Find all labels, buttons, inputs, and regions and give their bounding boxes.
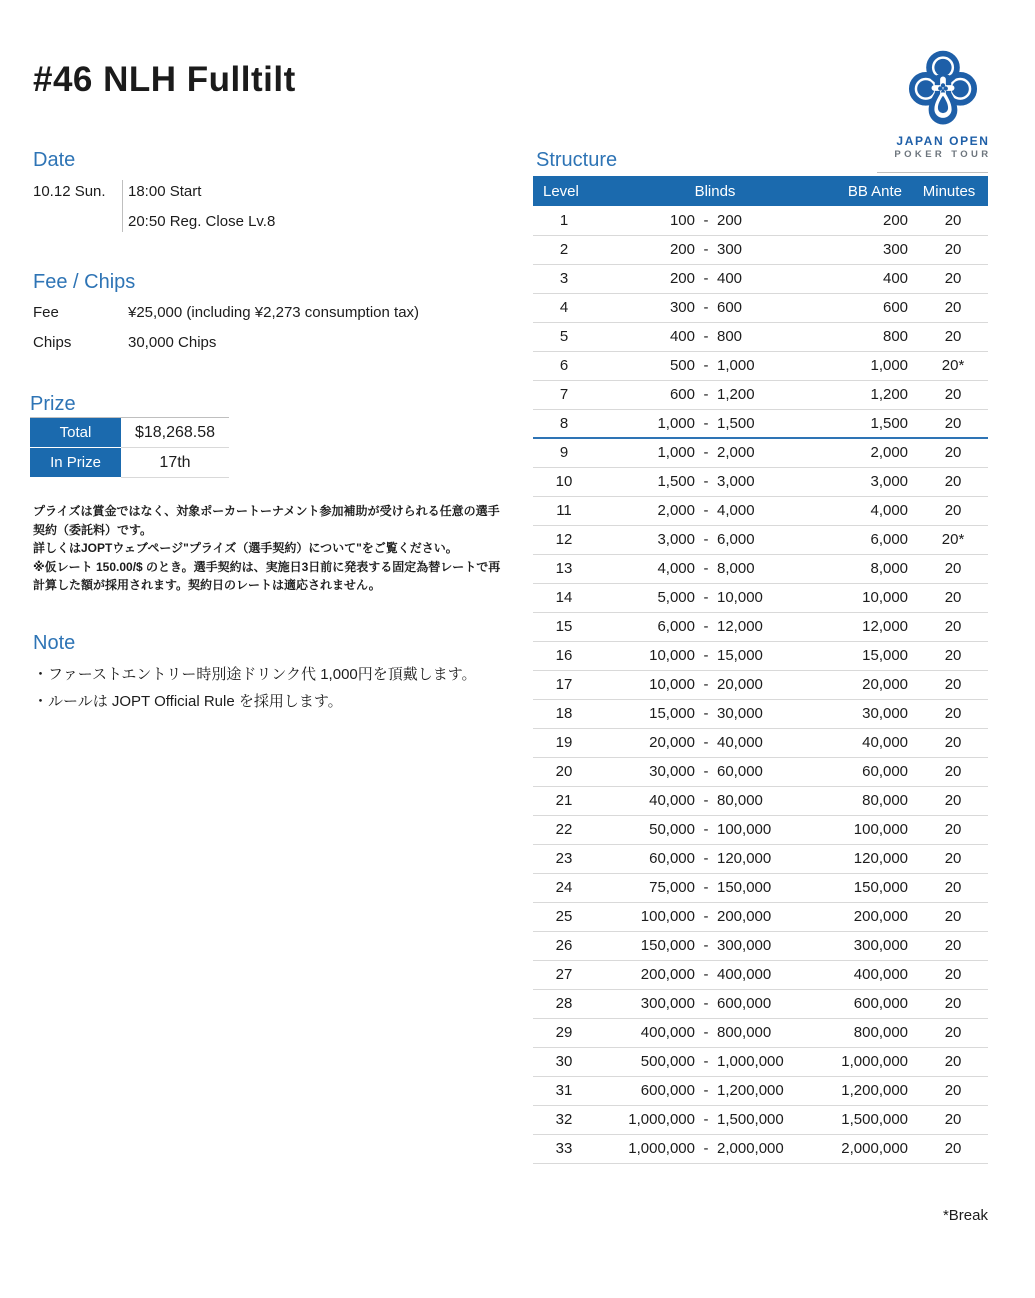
blinds-separator: - (695, 235, 717, 264)
column-header-minutes: Minutes (910, 176, 988, 206)
big-blind-cell: 4,000 (717, 496, 835, 525)
level-cell: 5 (533, 322, 595, 351)
blinds-separator: - (695, 641, 717, 670)
prize-total-row (30, 418, 229, 448)
small-blind-cell: 30,000 (595, 757, 695, 786)
blinds-separator: - (695, 264, 717, 293)
big-blind-cell: 15,000 (717, 641, 835, 670)
minutes-cell: 20 (910, 873, 988, 902)
minutes-cell: 20 (910, 467, 988, 496)
level-cell: 25 (533, 902, 595, 931)
level-cell: 28 (533, 989, 595, 1018)
bb-ante-cell: 2,000,000 (835, 1134, 910, 1163)
note-list (33, 661, 477, 715)
structure-table (533, 176, 988, 1164)
structure-level-row (533, 699, 988, 728)
structure-heading: Structure (536, 149, 618, 171)
small-blind-cell: 50,000 (595, 815, 695, 844)
big-blind-cell: 1,000 (717, 351, 835, 380)
blinds-separator: - (695, 1047, 717, 1076)
structure-level-row (533, 1134, 988, 1163)
structure-level-row (533, 757, 988, 786)
small-blind-cell: 200 (595, 264, 695, 293)
minutes-cell: 20 (910, 960, 988, 989)
small-blind-cell: 400,000 (595, 1018, 695, 1047)
structure-level-row (533, 931, 988, 960)
minutes-cell: 20 (910, 786, 988, 815)
blinds-separator: - (695, 670, 717, 699)
small-blind-cell: 2,000 (595, 496, 695, 525)
bb-ante-cell: 2,000 (835, 438, 910, 467)
blinds-separator: - (695, 467, 717, 496)
minutes-cell: 20 (910, 670, 988, 699)
big-blind-cell: 200 (717, 206, 835, 235)
structure-level-row (533, 235, 988, 264)
small-blind-cell: 500,000 (595, 1047, 695, 1076)
small-blind-cell: 1,500 (595, 467, 695, 496)
brand-japan-open: JAPAN OPEN (896, 134, 990, 148)
blinds-separator: - (695, 1018, 717, 1047)
bb-ante-cell: 10,000 (835, 583, 910, 612)
minutes-cell: 20 (910, 1134, 988, 1163)
prize-table (30, 417, 229, 478)
date-regclose-time: 20:50 Reg. Close Lv.8 (128, 213, 276, 230)
structure-level-row (533, 409, 988, 438)
blinds-separator: - (695, 1076, 717, 1105)
bb-ante-cell: 6,000 (835, 525, 910, 554)
level-cell: 7 (533, 380, 595, 409)
level-cell: 12 (533, 525, 595, 554)
bb-ante-cell: 200 (835, 206, 910, 235)
structure-level-row (533, 728, 988, 757)
structure-level-row (533, 525, 988, 554)
level-cell: 2 (533, 235, 595, 264)
structure-level-row (533, 351, 988, 380)
big-blind-cell: 800 (717, 322, 835, 351)
small-blind-cell: 1,000 (595, 438, 695, 467)
level-cell: 22 (533, 815, 595, 844)
minutes-cell: 20 (910, 409, 988, 438)
bb-ante-cell: 800 (835, 322, 910, 351)
blinds-separator: - (695, 960, 717, 989)
bb-ante-cell: 600 (835, 293, 910, 322)
bb-ante-cell: 1,200,000 (835, 1076, 910, 1105)
note-heading: Note (33, 632, 76, 654)
bb-ante-cell: 1,000 (835, 351, 910, 380)
note-item: ・ファーストエントリー時別途ドリンク代 1,000円を頂戴します。 (33, 666, 477, 683)
minutes-cell: 20 (910, 554, 988, 583)
structure-level-row (533, 1018, 988, 1047)
level-cell: 19 (533, 728, 595, 757)
level-cell: 26 (533, 931, 595, 960)
small-blind-cell: 4,000 (595, 554, 695, 583)
minutes-cell: 20 (910, 699, 988, 728)
blinds-separator: - (695, 1134, 717, 1163)
blinds-separator: - (695, 699, 717, 728)
structure-table-body (533, 206, 988, 1163)
prize-disclaimer (33, 502, 505, 595)
level-cell: 8 (533, 409, 595, 438)
bb-ante-cell: 60,000 (835, 757, 910, 786)
blinds-separator: - (695, 786, 717, 815)
column-header-blinds: Blinds (595, 176, 835, 206)
big-blind-cell: 20,000 (717, 670, 835, 699)
structure-level-row (533, 1047, 988, 1076)
prize-inprize-row (30, 448, 229, 478)
structure-level-row (533, 960, 988, 989)
level-cell: 23 (533, 844, 595, 873)
chips-value: 30,000 Chips (128, 334, 217, 351)
small-blind-cell: 3,000 (595, 525, 695, 554)
bb-ante-cell: 120,000 (835, 844, 910, 873)
blinds-separator: - (695, 815, 717, 844)
big-blind-cell: 10,000 (717, 583, 835, 612)
bb-ante-cell: 12,000 (835, 612, 910, 641)
level-cell: 29 (533, 1018, 595, 1047)
level-cell: 6 (533, 351, 595, 380)
level-cell: 1 (533, 206, 595, 235)
big-blind-cell: 2,000,000 (717, 1134, 835, 1163)
big-blind-cell: 800,000 (717, 1018, 835, 1047)
minutes-cell: 20 (910, 235, 988, 264)
minutes-cell: 20 (910, 1018, 988, 1047)
big-blind-cell: 80,000 (717, 786, 835, 815)
small-blind-cell: 75,000 (595, 873, 695, 902)
bb-ante-cell: 80,000 (835, 786, 910, 815)
blinds-separator: - (695, 1105, 717, 1134)
structure-level-row (533, 612, 988, 641)
big-blind-cell: 60,000 (717, 757, 835, 786)
big-blind-cell: 150,000 (717, 873, 835, 902)
note-item: ・ルールは JOPT Official Rule を採用します。 (33, 693, 343, 710)
small-blind-cell: 200,000 (595, 960, 695, 989)
big-blind-cell: 400 (717, 264, 835, 293)
minutes-cell: 20 (910, 815, 988, 844)
structure-level-row (533, 583, 988, 612)
structure-level-row (533, 467, 988, 496)
structure-level-row (533, 786, 988, 815)
date-divider (122, 180, 123, 232)
level-cell: 21 (533, 786, 595, 815)
blinds-separator: - (695, 409, 717, 438)
level-cell: 13 (533, 554, 595, 583)
fee-value: ¥25,000 (including ¥2,273 consumption tax) (128, 304, 420, 321)
big-blind-cell: 30,000 (717, 699, 835, 728)
bb-ante-cell: 3,000 (835, 467, 910, 496)
small-blind-cell: 10,000 (595, 670, 695, 699)
big-blind-cell: 300,000 (717, 931, 835, 960)
big-blind-cell: 600,000 (717, 989, 835, 1018)
minutes-cell: 20 (910, 757, 988, 786)
small-blind-cell: 10,000 (595, 641, 695, 670)
small-blind-cell: 15,000 (595, 699, 695, 728)
minutes-cell: 20 (910, 496, 988, 525)
structure-level-row (533, 873, 988, 902)
prize-total-label: Total (30, 418, 121, 448)
minutes-cell: 20 (910, 583, 988, 612)
big-blind-cell: 1,200 (717, 380, 835, 409)
bb-ante-cell: 1,500 (835, 409, 910, 438)
level-cell: 24 (533, 873, 595, 902)
small-blind-cell: 300,000 (595, 989, 695, 1018)
level-cell: 10 (533, 467, 595, 496)
blinds-separator: - (695, 728, 717, 757)
level-cell: 4 (533, 293, 595, 322)
small-blind-cell: 6,000 (595, 612, 695, 641)
blinds-separator: - (695, 554, 717, 583)
level-cell: 32 (533, 1105, 595, 1134)
minutes-cell: 20 (910, 844, 988, 873)
level-cell: 11 (533, 496, 595, 525)
big-blind-cell: 1,500 (717, 409, 835, 438)
big-blind-cell: 300 (717, 235, 835, 264)
blinds-separator: - (695, 351, 717, 380)
fee-chips-heading: Fee / Chips (33, 271, 136, 293)
small-blind-cell: 1,000 (595, 409, 695, 438)
structure-level-row (533, 844, 988, 873)
bb-ante-cell: 100,000 (835, 815, 910, 844)
bb-ante-cell: 4,000 (835, 496, 910, 525)
minutes-cell: 20 (910, 322, 988, 351)
small-blind-cell: 5,000 (595, 583, 695, 612)
small-blind-cell: 1,000,000 (595, 1134, 695, 1163)
minutes-cell: 20 (910, 293, 988, 322)
minutes-cell: 20 (910, 1047, 988, 1076)
small-blind-cell: 300 (595, 293, 695, 322)
prize-total-value: $18,268.58 (134, 423, 216, 441)
structure-level-row (533, 670, 988, 699)
structure-level-row (533, 815, 988, 844)
big-blind-cell: 1,000,000 (717, 1047, 835, 1076)
minutes-cell: 20 (910, 1076, 988, 1105)
structure-level-row (533, 554, 988, 583)
minutes-cell: 20 (910, 989, 988, 1018)
big-blind-cell: 120,000 (717, 844, 835, 873)
blinds-separator: - (695, 844, 717, 873)
minutes-cell: 20 (910, 438, 988, 467)
big-blind-cell: 1,200,000 (717, 1076, 835, 1105)
minutes-cell: 20* (910, 351, 988, 380)
bb-ante-cell: 300 (835, 235, 910, 264)
small-blind-cell: 600 (595, 380, 695, 409)
bb-ante-cell: 30,000 (835, 699, 910, 728)
minutes-cell: 20 (910, 902, 988, 931)
big-blind-cell: 6,000 (717, 525, 835, 554)
prize-inprize-label: In Prize (30, 448, 121, 478)
small-blind-cell: 150,000 (595, 931, 695, 960)
structure-level-row (533, 1105, 988, 1134)
big-blind-cell: 200,000 (717, 902, 835, 931)
bb-ante-cell: 1,500,000 (835, 1105, 910, 1134)
blinds-separator: - (695, 989, 717, 1018)
structure-level-row (533, 322, 988, 351)
big-blind-cell: 400,000 (717, 960, 835, 989)
small-blind-cell: 1,000,000 (595, 1105, 695, 1134)
structure-level-row (533, 902, 988, 931)
big-blind-cell: 100,000 (717, 815, 835, 844)
blinds-separator: - (695, 873, 717, 902)
small-blind-cell: 200 (595, 235, 695, 264)
level-cell: 30 (533, 1047, 595, 1076)
structure-level-row (533, 1076, 988, 1105)
blinds-separator: - (695, 206, 717, 235)
structure-level-row (533, 264, 988, 293)
bb-ante-cell: 1,000,000 (835, 1047, 910, 1076)
blinds-separator: - (695, 931, 717, 960)
prize-disclaimer-line: プライズは賞金ではなく、対象ポーカートーナメント参加補助が受けられる任意の選手契約（委託料）です。 (33, 504, 500, 537)
date-day: 10.12 Sun. (33, 183, 106, 200)
bb-ante-cell: 8,000 (835, 554, 910, 583)
structure-level-row (533, 206, 988, 235)
small-blind-cell: 500 (595, 351, 695, 380)
column-header-level: Level (533, 176, 595, 206)
small-blind-cell: 100,000 (595, 902, 695, 931)
bb-ante-cell: 600,000 (835, 989, 910, 1018)
bb-ante-cell: 150,000 (835, 873, 910, 902)
small-blind-cell: 20,000 (595, 728, 695, 757)
level-cell: 33 (533, 1134, 595, 1163)
bb-ante-cell: 200,000 (835, 902, 910, 931)
blinds-separator: - (695, 438, 717, 467)
minutes-cell: 20 (910, 206, 988, 235)
big-blind-cell: 8,000 (717, 554, 835, 583)
bb-ante-cell: 15,000 (835, 641, 910, 670)
minutes-cell: 20 (910, 728, 988, 757)
chips-label: Chips (33, 334, 72, 351)
blinds-separator: - (695, 902, 717, 931)
club-icon (891, 45, 995, 131)
minutes-cell: 20 (910, 380, 988, 409)
level-cell: 15 (533, 612, 595, 641)
small-blind-cell: 100 (595, 206, 695, 235)
big-blind-cell: 2,000 (717, 438, 835, 467)
blinds-separator: - (695, 322, 717, 351)
bb-ante-cell: 40,000 (835, 728, 910, 757)
blinds-separator: - (695, 496, 717, 525)
small-blind-cell: 40,000 (595, 786, 695, 815)
big-blind-cell: 1,500,000 (717, 1105, 835, 1134)
level-cell: 31 (533, 1076, 595, 1105)
minutes-cell: 20 (910, 931, 988, 960)
level-cell: 27 (533, 960, 595, 989)
column-header-bb-ante: BB Ante (835, 176, 910, 206)
fee-label: Fee (33, 304, 59, 321)
level-cell: 16 (533, 641, 595, 670)
structure-level-row (533, 293, 988, 322)
blinds-separator: - (695, 612, 717, 641)
minutes-cell: 20 (910, 612, 988, 641)
big-blind-cell: 600 (717, 293, 835, 322)
prize-disclaimer-line: 詳しくはJOPTウェブページ"プライズ（選手契約）について"をご覧ください。 (33, 541, 458, 556)
small-blind-cell: 60,000 (595, 844, 695, 873)
blinds-separator: - (695, 380, 717, 409)
small-blind-cell: 600,000 (595, 1076, 695, 1105)
level-cell: 17 (533, 670, 595, 699)
level-cell: 9 (533, 438, 595, 467)
prize-inprize-value: 17th (159, 453, 191, 471)
bb-ante-cell: 1,200 (835, 380, 910, 409)
minutes-cell: 20 (910, 641, 988, 670)
prize-disclaimer-line: ※仮レート 150.00/$ のとき。選手契約は、実施日3日前に発表する固定為替レートで再計算した額が採用されます。契約日のレートは適応されません。 (33, 559, 501, 593)
big-blind-cell: 3,000 (717, 467, 835, 496)
break-footnote: *Break (942, 1207, 988, 1224)
structure-top-line (877, 172, 988, 173)
bb-ante-cell: 300,000 (835, 931, 910, 960)
big-blind-cell: 12,000 (717, 612, 835, 641)
page-title: #46 NLH Fulltilt (33, 60, 296, 99)
structure-level-row (533, 438, 988, 467)
structure-table-header (533, 176, 988, 206)
minutes-cell: 20* (910, 525, 988, 554)
minutes-cell: 20 (910, 264, 988, 293)
jopt-logo (891, 45, 995, 160)
bb-ante-cell: 400,000 (835, 960, 910, 989)
small-blind-cell: 400 (595, 322, 695, 351)
level-cell: 3 (533, 264, 595, 293)
big-blind-cell: 40,000 (717, 728, 835, 757)
date-heading: Date (33, 149, 76, 171)
brand-poker-tour: POKER TOUR (894, 149, 992, 160)
bb-ante-cell: 800,000 (835, 1018, 910, 1047)
date-start-time: 18:00 Start (128, 183, 202, 200)
structure-level-row (533, 496, 988, 525)
blinds-separator: - (695, 525, 717, 554)
level-cell: 20 (533, 757, 595, 786)
level-cell: 14 (533, 583, 595, 612)
structure-level-row (533, 641, 988, 670)
blinds-separator: - (695, 757, 717, 786)
level-cell: 18 (533, 699, 595, 728)
minutes-cell: 20 (910, 1105, 988, 1134)
blinds-separator: - (695, 583, 717, 612)
structure-level-row (533, 989, 988, 1018)
bb-ante-cell: 400 (835, 264, 910, 293)
structure-level-row (533, 380, 988, 409)
bb-ante-cell: 20,000 (835, 670, 910, 699)
blinds-separator: - (695, 293, 717, 322)
prize-heading: Prize (30, 393, 76, 415)
